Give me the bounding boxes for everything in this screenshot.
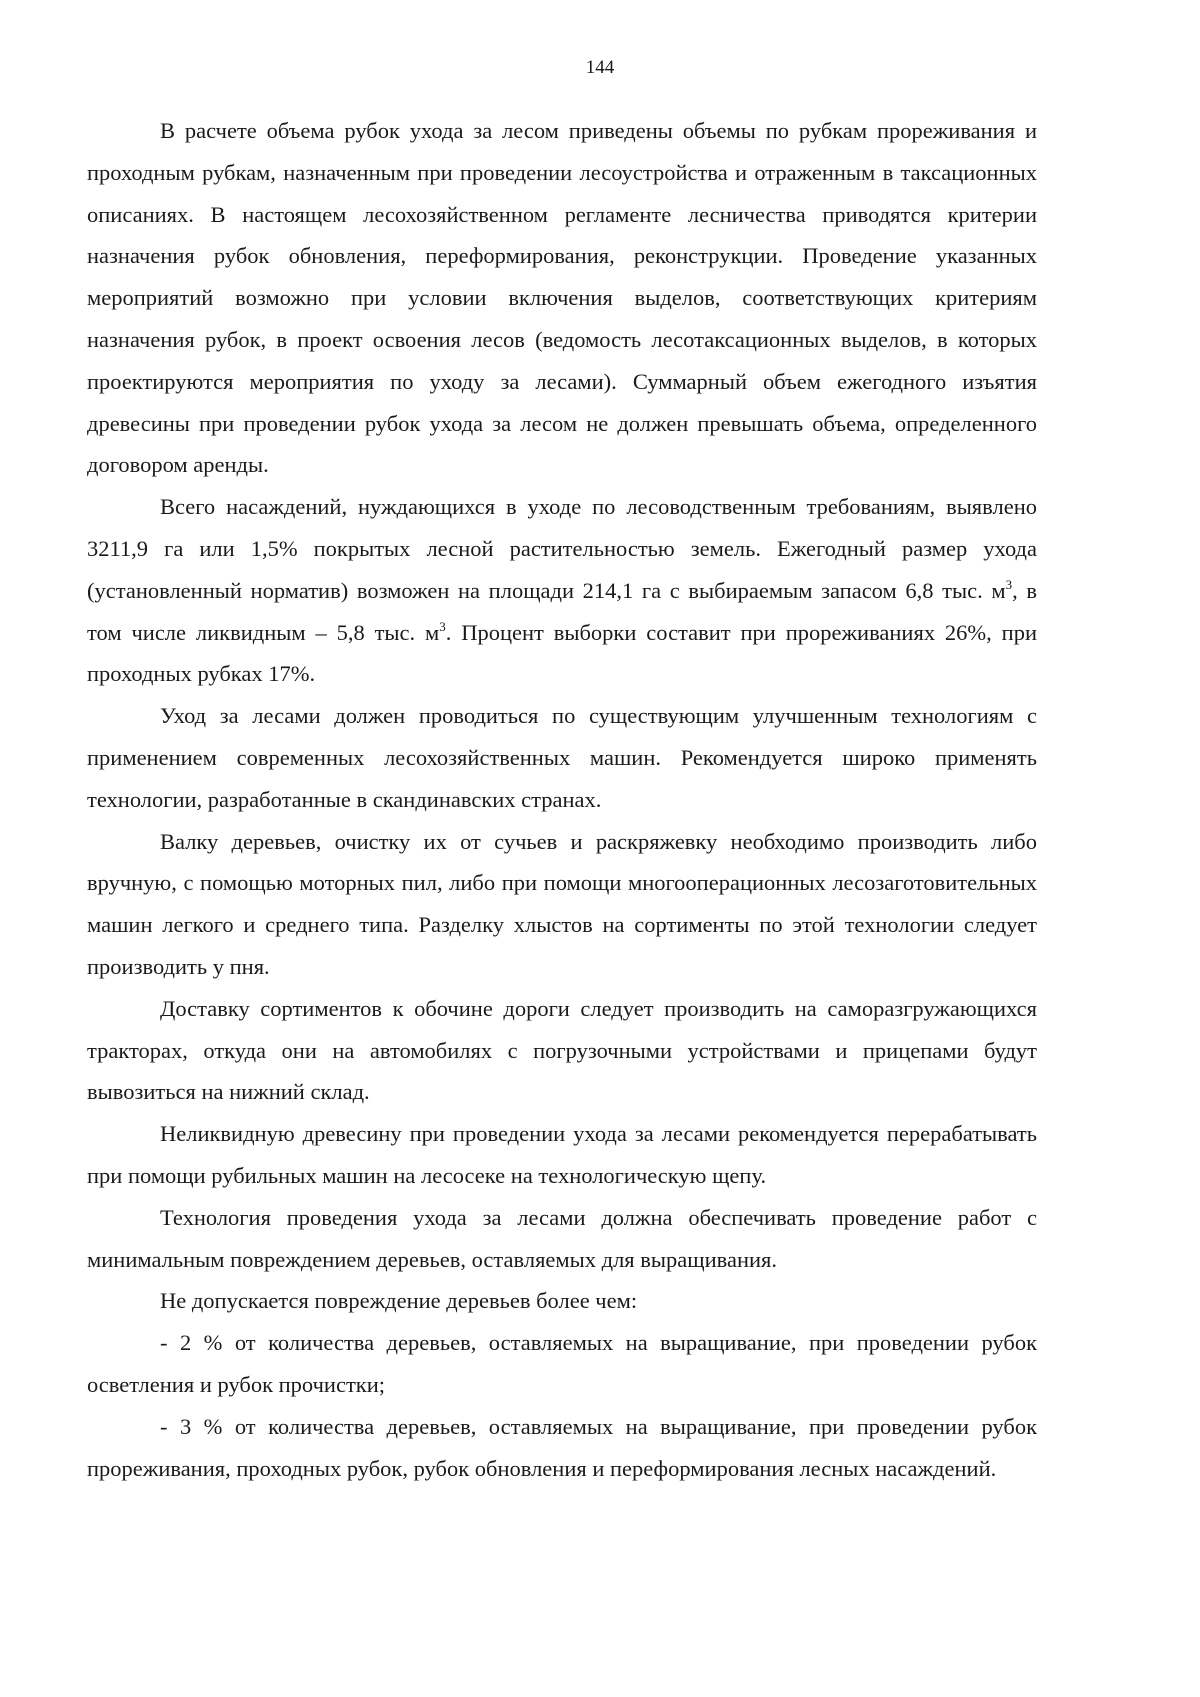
paragraph-2-text-end: . Процент выборки составит при прореживаниях 26%, при проходных рубках 17%. — [87, 619, 1037, 687]
paragraph-8: Не допускается повреждение деревьев более чем: — [160, 1288, 638, 1314]
page-number: 144 — [585, 57, 615, 78]
paragraph-5: Доставку сортиментов к обочине дороги следует производить на саморазгружающихся тракторах, откуда они на автомобилях с погрузочными устройствами и прицепами будут вывозиться на нижний склад. — [87, 995, 1037, 1105]
list-item-2-percent: - 2 % от количества деревьев, оставляемых на выращивание, при проведении рубок осветления и рубок прочистки; — [87, 1330, 1037, 1397]
paragraph-2 — [87, 486, 1037, 695]
paragraph-3: Уход за лесами должен проводиться по существующим улучшенным технологиям с применением современных лесохозяйственных машин. Рекомендуется широко применять технологии, разработанные в скандинавских странах. — [87, 703, 1037, 812]
paragraph-6: Неликвидную древесину при проведении ухода за лесами рекомендуется перерабатывать при помощи рубильных машин на лесосеке на технологическую щепу. — [87, 1121, 1037, 1188]
list-item-3-percent: - 3 % от количества деревьев, оставляемых на выращивание, при проведении рубок прореживания, проходных рубок, рубок обновления и переформирования лесных насаждений. — [87, 1413, 1037, 1481]
paragraph-2-text-middle: , в том числе ликвидным – 5,8 тыс. м — [87, 577, 1038, 645]
cubic-superscript-2: 3 — [439, 618, 446, 634]
document-body — [87, 110, 1037, 1489]
paragraph-7: Технология проведения ухода за лесами должна обеспечивать проведение работ с минимальным повреждением деревьев, оставляемых для выращивания. — [87, 1204, 1037, 1272]
cubic-superscript-1: 3 — [1005, 576, 1013, 592]
paragraph-2-text-start: Всего насаждений, нуждающихся в уходе по лесоводственным требованиям, выявлено 3211,9 га или 1,5% покрытых лесной растительностью земель. Ежегодный размер ухода (установленный норматив) возможен на площади 214,1 га с выбираемым запасом 6,8 тыс. м — [87, 494, 1037, 603]
paragraph-4: Валку деревьев, очистку их от сучьев и раскряжевку необходимо производить либо вручную, с помощью моторных пил, либо при помощи многооперационных лесозаготовительных машин легкого и среднего типа. Разделку хлыстов на сортименты по этой технологии следует производить у пня. — [87, 828, 1037, 979]
paragraph-1: В расчете объема рубок ухода за лесом приведены объемы по рубкам прореживания и проходным рубкам, назначенным при проведении лесоустройства и отраженным в таксационных описаниях. В настоящем лесохозяйственном регламенте лесничества приводятся критерии назначения рубок обновления, переформирования, реконструкции. Проведение указанных мероприятий возможно при условии включения выделов, соответствующих критериям назначения рубок, в проект освоения лесов (ведомость лесотаксационных выделов, в которых проектируются мероприятия по уходу за лесами). Суммарный объем ежегодного изъятия древесины при проведении рубок ухода за лесом не должен превышать объема, определенного договором аренды. — [87, 118, 1037, 478]
